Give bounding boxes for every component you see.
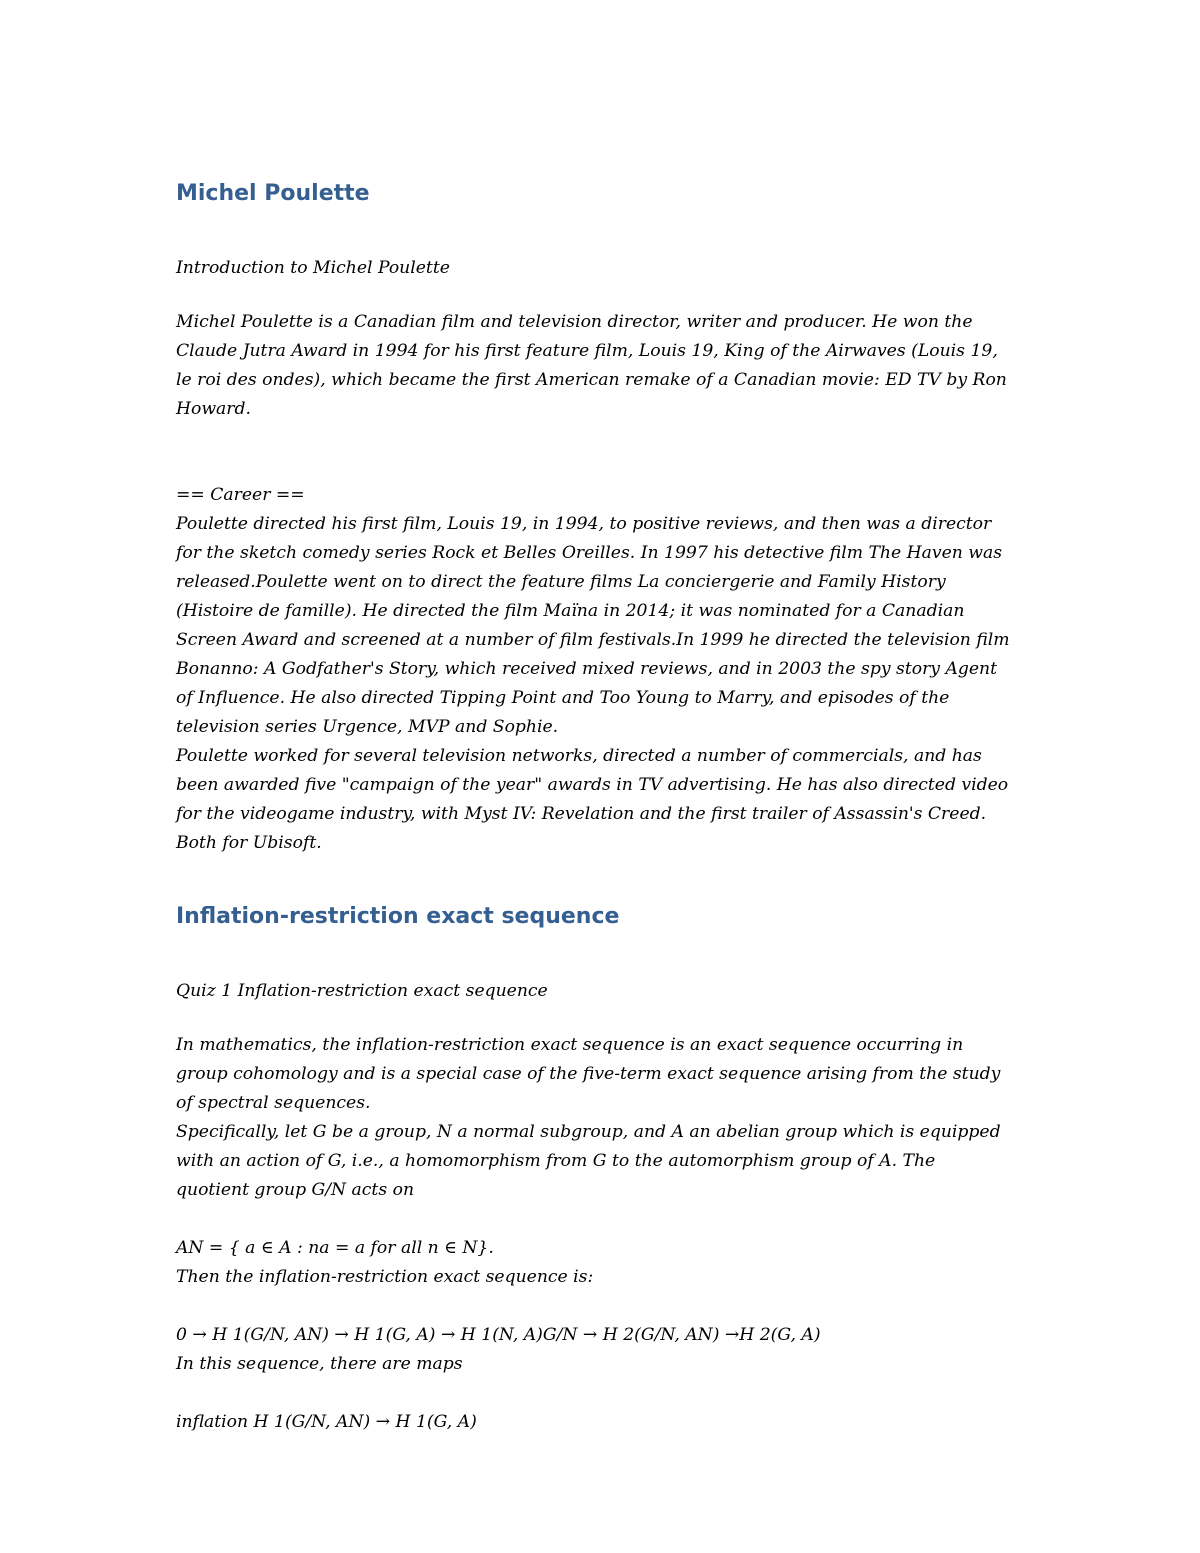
text-line: Claude Jutra Award in 1994 for his first feature film, Louis 19, King of the Airwaves (Louis 19, — [176, 341, 998, 361]
text-line: of spectral sequences. — [176, 1093, 371, 1113]
text-line: Howard. — [176, 399, 251, 419]
formula-an: AN = { a ∈ A : na = a for all n ∈ N}. — [176, 1238, 494, 1258]
formula-block — [176, 1234, 1036, 1292]
quiz-line: Quiz 1 Inflation-restriction exact sequence — [176, 981, 548, 1001]
sequence-block — [176, 1321, 1036, 1379]
biography-paragraph — [176, 308, 1036, 424]
section-heading-inflation-restriction: Inflation-restriction exact sequence — [176, 904, 620, 929]
career-paragraph — [176, 481, 1036, 858]
exact-sequence-formula: 0 → H 1(G/N, AN) → H 1(G, A) → H 1(N, A)G/N → H 2(G/N, AN) →H 2(G, A) — [176, 1325, 821, 1345]
text-line: le roi des ondes), which became the first American remake of a Canadian movie: ED TV by Ron — [176, 370, 1007, 390]
text-line: group cohomology and is a special case of the five-term exact sequence arising from the study — [176, 1064, 1001, 1084]
text-line: Specifically, let G be a group, N a normal subgroup, and A an abelian group which is equipped — [176, 1122, 1001, 1142]
intro-line: Introduction to Michel Poulette — [176, 258, 450, 278]
text-line: been awarded five "campaign of the year" awards in TV advertising. He has also directed video — [176, 775, 1009, 795]
section-heading-michel-poulette: Michel Poulette — [176, 181, 370, 206]
text-line: of Influence. He also directed Tipping Point and Too Young to Marry, and episodes of the — [176, 688, 950, 708]
text-line: In this sequence, there are maps — [176, 1354, 463, 1374]
text-line: for the sketch comedy series Rock et Belles Oreilles. In 1997 his detective film The Haven was — [176, 543, 1003, 563]
document-content — [176, 178, 1036, 1437]
text-line: quotient group G/N acts on — [176, 1180, 415, 1200]
text-line: Then the inflation-restriction exact sequence is: — [176, 1267, 594, 1287]
inflation-map-line: inflation H 1(G/N, AN) → H 1(G, A) — [176, 1412, 477, 1432]
text-line: television series Urgence, MVP and Sophie. — [176, 717, 559, 737]
math-paragraph — [176, 1031, 1036, 1205]
text-line: Bonanno: A Godfather's Story, which received mixed reviews, and in 2003 the spy story Agent — [176, 659, 998, 679]
text-line: for the videogame industry, with Myst IV: Revelation and the first trailer of Assassin's Creed. — [176, 804, 987, 824]
text-line: Poulette worked for several television networks, directed a number of commercials, and has — [176, 746, 982, 766]
text-line: Michel Poulette is a Canadian film and television director, writer and producer. He won the — [176, 312, 973, 332]
text-line: Screen Award and screened at a number of film festivals.In 1999 he directed the television film — [176, 630, 1010, 650]
text-line: Both for Ubisoft. — [176, 833, 322, 853]
text-line: released.Poulette went on to direct the feature films La conciergerie and Family History — [176, 572, 946, 592]
text-line: (Histoire de famille). He directed the film Maïna in 2014; it was nominated for a Canadian — [176, 601, 965, 621]
career-heading: == Career == — [176, 485, 305, 505]
text-line: In mathematics, the inflation-restriction exact sequence is an exact sequence occurring in — [176, 1035, 964, 1055]
text-line: with an action of G, i.e., a homomorphism from G to the automorphism group of A. The — [176, 1151, 936, 1171]
text-line: Poulette directed his first film, Louis 19, in 1994, to positive reviews, and then was a director — [176, 514, 992, 534]
